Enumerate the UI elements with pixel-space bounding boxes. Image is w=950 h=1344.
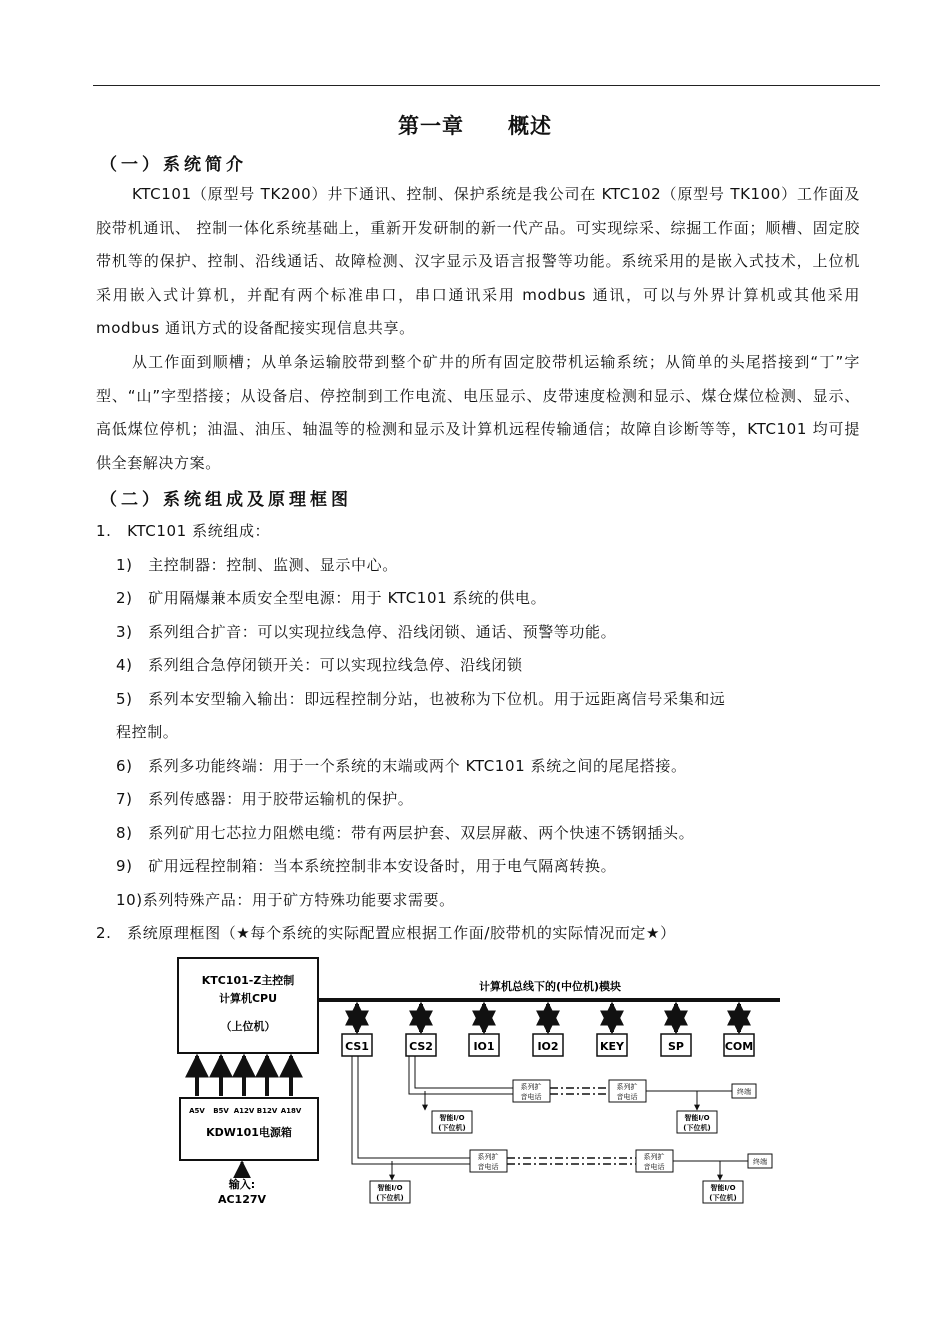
voltage-b12v: B12V [256,1107,278,1115]
smart-io-box [432,1111,472,1133]
smart-io-box [677,1111,717,1133]
svg-text:系列扩: 系列扩 [643,1153,665,1161]
svg-text:(下位机): (下位机) [709,1194,737,1202]
voltage-a12v: A12V [233,1107,255,1115]
module-io2: IO2 [537,1040,559,1053]
speaker-box [609,1080,646,1102]
list-item: 4) 系列组合急停闭锁开关：可以实现拉线急停、沿线闭锁 [116,656,523,674]
svg-text:系列扩: 系列扩 [616,1083,638,1091]
psu-label: KDW101电源箱 [206,1126,292,1139]
input-label-line1: 输入: [228,1178,256,1191]
terminal-box [732,1084,756,1098]
list-item: 6) 系列多功能终端：用于一个系统的末端或两个 KTC101 系统之间的尾尾搭接。 [116,757,687,775]
cpu-label-line2: 计算机CPU [218,992,278,1005]
cpu-label-line1: KTC101-Z主控制 [201,974,295,987]
section-heading-intro: （一）系统简介 [100,155,247,175]
module-sp: SP [668,1040,684,1053]
svg-text:终端: 终端 [737,1088,751,1096]
power-supply-box [180,1098,318,1160]
svg-text:系列扩: 系列扩 [520,1083,542,1091]
terminal-box [748,1154,772,1168]
chapter-title: 第一章 概述 [398,114,552,138]
voltage-b5v: B5V [213,1107,229,1115]
module-com: COM [724,1040,754,1053]
cpu-label-line3: （上位机） [220,1020,276,1033]
list-item: 7) 系列传感器：用于胶带运输机的保护。 [116,790,414,808]
power-arrows [197,1056,291,1096]
speaker-box [636,1150,673,1172]
svg-text:音电话: 音电话 [643,1163,665,1171]
module-cs2: CS2 [409,1040,433,1053]
section-heading-composition: （二）系统组成及原理框图 [100,490,352,510]
module-boxes [342,1034,754,1056]
svg-text:(下位机): (下位机) [376,1194,404,1202]
bus-label: 计算机总线下的(中位机)模块 [478,980,622,993]
intro-paragraph-1: KTC101（原型号 TK200）井下通讯、控制、保护系统是我公司在 KTC102（原型号 TK100）工作面及胶带机通讯、 控制一体化系统基础上，重新开发研制的新一代产品。可实现综采、综掘工作面；顺槽、固定胶带机等的保护、控制、沿线通话、故障检测、汉字显示及语言报警等功能。系统采用的是嵌入式技术，上位机采用嵌入式计算机，并配有两个标准串口，串口通讯采用 modbus 通讯，可以与外界计算机或其他采用 modbus 通讯方式的设备配接实现信息共享。 [96,185,860,338]
system-block-diagram [170,950,790,1210]
module-key: KEY [599,1040,625,1053]
svg-text:音电话: 音电话 [477,1163,499,1171]
smart-io-box [703,1181,743,1203]
list-item: 10)系列特殊产品：用于矿方特殊功能要求需要。 [116,891,455,909]
svg-text:(下位机): (下位机) [683,1124,711,1132]
smart-io-box [370,1181,410,1203]
main-cpu-box [178,958,318,1053]
list-item: 2) 矿用隔爆兼本质安全型电源：用于 KTC101 系统的供电。 [116,589,547,607]
module-connectors [357,1004,739,1032]
list-item: 8) 系列矿用七芯拉力阻燃电缆：带有两层护套、双层屏蔽、两个快速不锈钢插头。 [116,824,695,842]
list-item-continuation: 程控制。 [116,723,179,741]
speaker-box [513,1080,550,1102]
list-item: 9) 矿用远程控制箱：当本系统控制非本安设备时，用于电气隔离转换。 [116,857,617,875]
svg-text:音电话: 音电话 [616,1093,638,1101]
svg-text:终端: 终端 [753,1158,767,1166]
list-item: 3) 系列组合扩音：可以实现拉线急停、沿线闭锁、通话、预警等功能。 [116,623,617,641]
module-cs1: CS1 [345,1040,369,1053]
list-item: 1) 主控制器：控制、监测、显示中心。 [116,556,398,574]
svg-text:智能I/O: 智能I/O [377,1184,403,1192]
svg-text:智能I/O: 智能I/O [439,1114,465,1122]
svg-text:智能I/O: 智能I/O [684,1114,710,1122]
intro-paragraph-2: 从工作面到顺槽；从单条运输胶带到整个矿井的所有固定胶带机运输系统；从简单的头尾搭接到“丁”字型、“山”字型搭接；从设备启、停控制到工作电流、电压显示、皮带速度检测和显示、煤仓煤位检测、显示、高低煤位停机；油温、油压、轴温等的检测和显示及计算机远程传输通信；故障自诊断等等，KTC101 均可提供全套解决方案。 [96,353,860,472]
voltage-a5v: A5V [189,1107,205,1115]
speaker-box [470,1150,507,1172]
diagram-subheading: 2. 系统原理框图（★每个系统的实际配置应根据工作面/胶带机的实际情况而定★） [96,924,676,942]
composition-subheading: 1. KTC101 系统组成： [96,522,271,540]
header-rule [93,85,880,86]
svg-text:智能I/O: 智能I/O [710,1184,736,1192]
svg-text:系列扩: 系列扩 [477,1153,499,1161]
cs2-chain [409,1056,732,1110]
module-io1: IO1 [473,1040,495,1053]
svg-text:音电话: 音电话 [520,1093,542,1101]
list-item: 5) 系列本安型输入输出：即远程控制分站，也被称为下位机。用于远距离信号采集和远 [116,690,726,708]
input-label-line2: AC127V [217,1193,267,1206]
svg-text:(下位机): (下位机) [438,1124,466,1132]
voltage-a18v: A18V [280,1107,302,1115]
